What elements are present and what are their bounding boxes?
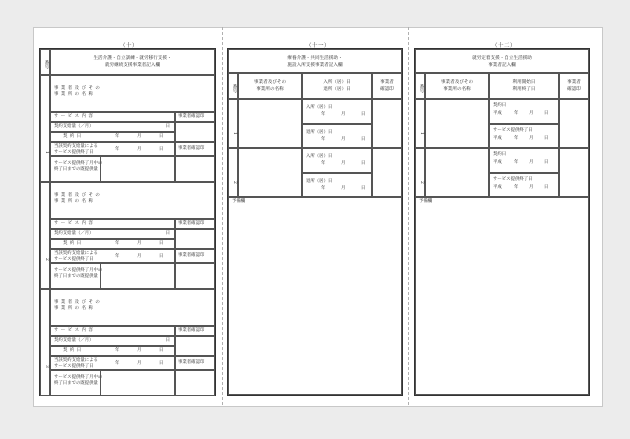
date-unit: 年 (321, 112, 326, 117)
provide-end-line1: 当該契約支給量による (54, 251, 98, 256)
title-line-1: 就労定着支援・自立生活援助 (472, 56, 532, 61)
date-unit: 年 (514, 135, 519, 141)
era-label: 平成 (493, 111, 502, 116)
used-line2: 終了日までの既提供量 (54, 274, 98, 279)
check-stamp-area[interactable] (175, 229, 215, 249)
check-stamp-area[interactable] (175, 156, 215, 182)
contract-date-row[interactable] (50, 346, 175, 356)
date-unit: 日 (361, 185, 366, 191)
contract-amount-row[interactable] (50, 229, 175, 239)
date-unit: 月 (529, 184, 534, 190)
date-unit: 日 (159, 147, 164, 152)
contract-amount-label: 契約支給量（／月） (54, 124, 94, 129)
provide-end-line2: サービス提供終了日 (54, 150, 94, 155)
check-label: 事業者確認印 (175, 112, 215, 122)
service-end-label: サービス提供終了日 (493, 127, 533, 133)
discharge-date[interactable] (302, 173, 372, 198)
notes-label: 予備欄 (419, 199, 433, 204)
used-line2: 終了日までの既提供量 (54, 167, 98, 172)
date-unit: 年 (115, 348, 120, 353)
date-unit: 月 (341, 112, 346, 117)
date-unit: 日 (159, 134, 164, 139)
day-unit: 日 (165, 338, 170, 343)
provide-end-row[interactable] (50, 142, 175, 156)
name-label: 事業者及びその 事業所の名称 (54, 86, 103, 97)
block-number: 3 (40, 289, 50, 396)
contract-amount-row[interactable] (50, 122, 175, 132)
contract-date[interactable] (489, 99, 559, 124)
era-label: 平成 (493, 184, 502, 190)
used-amount-value[interactable] (100, 370, 175, 396)
title-line-1: 療養介護・共同生活援助・ (287, 56, 343, 61)
check-label: 事業者確認印 (175, 356, 215, 370)
facility-name[interactable] (238, 148, 302, 197)
used-line2: 終了日までの既提供量 (54, 381, 98, 386)
day-unit: 日 (165, 231, 170, 236)
discharge-label: 退所（居）日 (306, 129, 333, 135)
block-number: 1 (40, 75, 50, 182)
check-header: 事業者 確認印 (372, 73, 402, 99)
title-line-1: 生活介護・自立訓練・就労移行支援・ (93, 56, 172, 61)
date-unit: 日 (544, 184, 549, 190)
date-unit: 日 (361, 112, 366, 117)
era-label: 平成 (493, 135, 502, 141)
date-unit: 日 (544, 135, 549, 141)
used-line1: サービス提供終了月中の (54, 161, 103, 166)
service-label: サービス内容 (50, 219, 175, 229)
check-label: 事業者確認印 (175, 219, 215, 229)
contract-amount-row[interactable] (50, 336, 175, 346)
date-unit: 年 (514, 111, 519, 116)
admission-label: 入所（居）日 (306, 154, 333, 159)
dates-header: 利用開始日 利用終了日 (489, 73, 559, 99)
title-line-2: 就労継続支援事業者記入欄 (104, 62, 161, 68)
title-line-2: 事業者記入欄 (488, 62, 516, 68)
date-unit: 年 (321, 136, 326, 142)
service-block (40, 182, 215, 289)
used-line1: サービス提供終了月中の (54, 268, 103, 273)
service-block (40, 289, 215, 396)
date-unit: 日 (159, 348, 164, 353)
fold-line-2 (408, 27, 409, 405)
contract-amount-label: 契約支給量（／月） (54, 338, 94, 343)
date-unit: 月 (137, 147, 142, 152)
date-unit: 日 (544, 111, 549, 116)
provide-end-line2: サービス提供終了日 (54, 257, 94, 262)
date-unit: 日 (361, 136, 366, 142)
panel-10-title (50, 49, 215, 75)
bango-header: 番号 (228, 73, 238, 99)
check-stamp-area[interactable] (559, 99, 589, 148)
provide-end-row[interactable] (50, 356, 175, 370)
date-unit: 年 (514, 184, 519, 190)
row-number: 1 (228, 99, 238, 148)
date-unit: 月 (137, 361, 142, 366)
notes-area[interactable] (415, 197, 589, 395)
block-number: 2 (40, 182, 50, 289)
date-unit: 年 (115, 254, 120, 259)
provide-end-line1: 当該契約支給量による (54, 144, 98, 149)
bango-header: 番号 (415, 73, 425, 99)
date-unit: 年 (115, 241, 120, 246)
contract-date-label: 契約日 (63, 348, 84, 353)
service-end-date[interactable] (489, 173, 559, 198)
check-stamp-area[interactable] (372, 99, 402, 148)
date-unit: 月 (137, 254, 142, 259)
check-label: 事業者確認印 (175, 326, 215, 336)
check-stamp-area[interactable] (175, 263, 215, 289)
fold-line-1 (222, 27, 223, 405)
name-row[interactable] (50, 289, 215, 326)
contract-amount-label: 契約支給量（／月） (54, 231, 94, 236)
provide-end-row[interactable] (50, 249, 175, 263)
used-amount-value[interactable] (100, 263, 175, 289)
check-stamp-area[interactable] (559, 148, 589, 197)
provide-end-line1: 当該契約支給量による (54, 358, 98, 363)
panel-number-11: （十一） (306, 43, 331, 49)
date-unit: 月 (137, 241, 142, 246)
name-label: 事業者及びその 事業所の名称 (54, 300, 103, 311)
contract-label: 契約日 (493, 103, 507, 108)
date-unit: 月 (529, 160, 534, 165)
date-unit: 月 (341, 161, 346, 166)
date-unit: 日 (361, 161, 366, 166)
service-block (40, 75, 215, 182)
bango-header: 番号 (40, 49, 50, 75)
check-header: 事業者 確認印 (559, 73, 589, 99)
panel-number-10: （十） (120, 43, 139, 49)
check-stamp-area[interactable] (372, 148, 402, 197)
notes-area[interactable] (228, 197, 402, 395)
date-unit: 月 (341, 136, 346, 142)
dates-header: 入所（居）日 退所（居）日 (302, 73, 372, 99)
date-unit: 日 (159, 254, 164, 259)
day-unit: 日 (165, 124, 170, 129)
row-number: 2 (415, 148, 425, 197)
row-number: 1 (415, 99, 425, 148)
era-label: 平成 (493, 160, 502, 165)
used-line1: サービス提供終了月中の (54, 375, 103, 380)
date-unit: 年 (115, 134, 120, 139)
title-line-2: 施設入所支援事業者記入欄 (287, 62, 343, 68)
check-stamp-area[interactable] (175, 336, 215, 356)
check-stamp-area[interactable] (175, 370, 215, 396)
contract-label: 契約日 (493, 152, 507, 157)
admission-label: 入所（居）日 (306, 105, 333, 110)
panel-number-12: （十二） (492, 43, 517, 49)
date-unit: 年 (514, 160, 519, 165)
used-amount-value[interactable] (100, 156, 175, 182)
check-label: 事業者確認印 (175, 142, 215, 156)
date-unit: 日 (159, 241, 164, 246)
check-label: 事業者確認印 (175, 249, 215, 263)
date-unit: 月 (529, 135, 534, 141)
admission-date[interactable] (302, 148, 372, 173)
service-end-date[interactable] (489, 124, 559, 149)
panel-11-title (228, 49, 402, 73)
contract-date[interactable] (489, 148, 559, 173)
row-number: 2 (228, 148, 238, 197)
service-label: サービス内容 (50, 326, 175, 336)
date-unit: 月 (137, 134, 142, 139)
date-unit: 年 (115, 361, 120, 366)
panel-10 (39, 48, 216, 396)
date-unit: 月 (529, 111, 534, 116)
panel-12 (414, 48, 590, 396)
name-row[interactable] (50, 182, 215, 219)
check-stamp-area[interactable] (175, 122, 215, 142)
contract-date-row[interactable] (50, 132, 175, 142)
discharge-date[interactable] (302, 124, 372, 149)
admission-date[interactable] (302, 99, 372, 124)
panel-11 (227, 48, 403, 396)
date-unit: 日 (159, 361, 164, 366)
date-unit: 年 (115, 147, 120, 152)
business-name[interactable] (425, 148, 489, 197)
service-end-label: サービス提供終了日 (493, 176, 533, 182)
discharge-label: 退所（居）日 (306, 178, 333, 184)
name-header: 事業者及びその 事業所の名称 (238, 73, 302, 99)
date-unit: 月 (137, 348, 142, 353)
name-label: 事業者及びその 事業所の名称 (54, 193, 103, 204)
facility-name[interactable] (238, 99, 302, 148)
name-header: 事業者及びその 事業所の名称 (425, 73, 489, 99)
date-unit: 月 (341, 185, 346, 191)
contract-date-label: 契約日 (63, 134, 84, 139)
provide-end-line2: サービス提供終了日 (54, 364, 94, 369)
business-name[interactable] (425, 99, 489, 148)
service-label: サービス内容 (50, 112, 175, 122)
date-unit: 年 (321, 185, 326, 191)
contract-date-label: 契約日 (63, 241, 84, 246)
date-unit: 年 (321, 161, 326, 166)
date-unit: 日 (544, 160, 549, 165)
contract-date-row[interactable] (50, 239, 175, 249)
name-row[interactable] (50, 75, 215, 112)
notes-label: 予備欄 (232, 199, 246, 204)
panel-12-title (415, 49, 589, 73)
